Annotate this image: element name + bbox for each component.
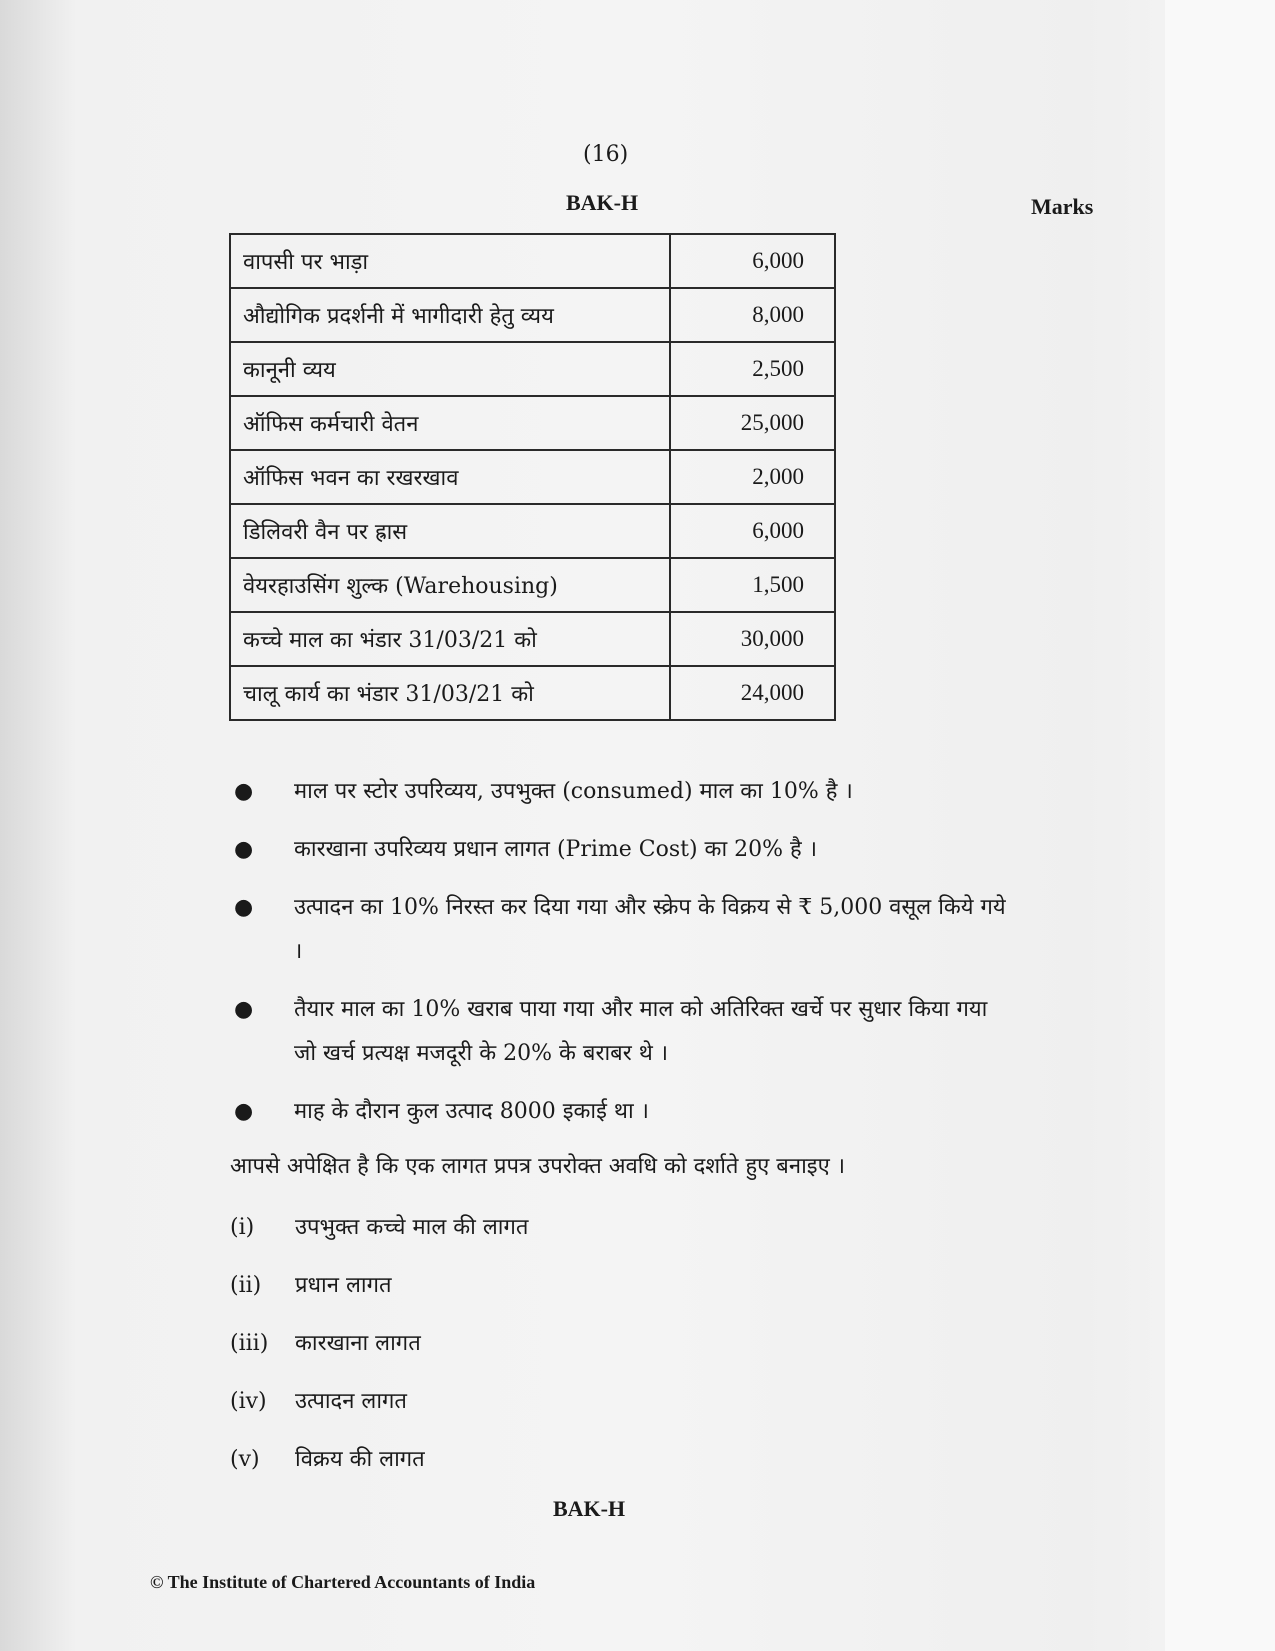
item-number: (v) [230,1447,260,1472]
list-item [230,828,1010,872]
list-item [230,988,1010,1076]
list-item [230,770,1010,814]
item-text: कारखाना लागत [295,1331,421,1356]
bullet-text: माह के दौरान कुल उत्पाद 8000 इकाई था । [294,1099,649,1124]
table-row [230,666,835,720]
list-item [230,1382,528,1440]
item-text: उपभुक्त कच्चे माल की लागत [295,1215,529,1240]
copyright-notice: © The Institute of Chartered Accountants of India [150,1572,536,1592]
row-label: ऑफिस भवन का रखरखाव [230,450,670,504]
requirement-list [230,1208,528,1498]
list-item [230,1208,528,1266]
paper-code-footer: BAK-H [553,1496,626,1521]
row-value: 25,000 [670,396,835,450]
row-label: कच्चे माल का भंडार 31/03/21 को [230,612,670,666]
bullet-text: माल पर स्टोर उपरिव्यय, उपभुक्त (consumed) माल का 10% है । [294,779,853,804]
row-label: ऑफिस कर्मचारी वेतन [230,396,670,450]
marks-heading: Marks [1031,194,1094,219]
item-text: उत्पादन लागत [295,1389,407,1414]
item-number: (ii) [230,1273,262,1298]
row-label: चालू कार्य का भंडार 31/03/21 को [230,666,670,720]
cost-table [229,233,836,721]
bullet-icon: ● [234,837,254,862]
page-margin [1165,0,1275,1651]
paper-code-header: BAK-H [566,190,639,215]
list-item [230,1266,528,1324]
bullet-list [230,770,1010,1148]
bullet-icon: ● [234,1099,254,1124]
table-row [230,396,835,450]
item-number: (i) [230,1215,255,1240]
table-row [230,234,835,288]
bullet-text: तैयार माल का 10% खराब पाया गया और माल को अतिरिक्त खर्चे पर सुधार किया गया जो खर्च प्रत्यक्ष मजदूरी के 20% के बराबर थे । [294,997,988,1066]
row-value: 8,000 [670,288,835,342]
item-number: (iii) [230,1331,269,1356]
bullet-text: कारखाना उपरिव्यय प्रधान लागत (Prime Cost) का 20% है । [294,837,818,862]
table-row [230,504,835,558]
list-item [230,1440,528,1498]
row-value: 6,000 [670,234,835,288]
list-item [230,886,1010,974]
table-row [230,288,835,342]
table-row [230,342,835,396]
row-value: 24,000 [670,666,835,720]
table-row [230,612,835,666]
item-text: विक्रय की लागत [295,1447,425,1472]
bullet-icon: ● [234,895,254,920]
item-number: (iv) [230,1389,267,1414]
bullet-text: उत्पादन का 10% निरस्त कर दिया गया और स्क्रेप के विक्रय से ₹ 5,000 वसूल किये गये । [294,895,1006,964]
row-value: 2,500 [670,342,835,396]
row-value: 2,000 [670,450,835,504]
bullet-icon: ● [234,997,254,1022]
table-row [230,558,835,612]
row-label: कानूनी व्यय [230,342,670,396]
instruction-text: आपसे अपेक्षित है कि एक लागत प्रपत्र उपरोक्त अवधि को दर्शाते हुए बनाइए । [230,1154,846,1179]
table-row [230,450,835,504]
row-value: 6,000 [670,504,835,558]
row-label: वापसी पर भाड़ा [230,234,670,288]
row-value: 30,000 [670,612,835,666]
row-label: वेयरहाउसिंग शुल्क (Warehousing) [230,558,670,612]
list-item [230,1090,1010,1134]
bullet-icon: ● [234,779,254,804]
row-label: औद्योगिक प्रदर्शनी में भागीदारी हेतु व्यय [230,288,670,342]
page-number: (16) [583,142,629,167]
item-text: प्रधान लागत [295,1273,392,1298]
list-item [230,1324,528,1382]
row-label: डिलिवरी वैन पर ह्रास [230,504,670,558]
row-value: 1,500 [670,558,835,612]
